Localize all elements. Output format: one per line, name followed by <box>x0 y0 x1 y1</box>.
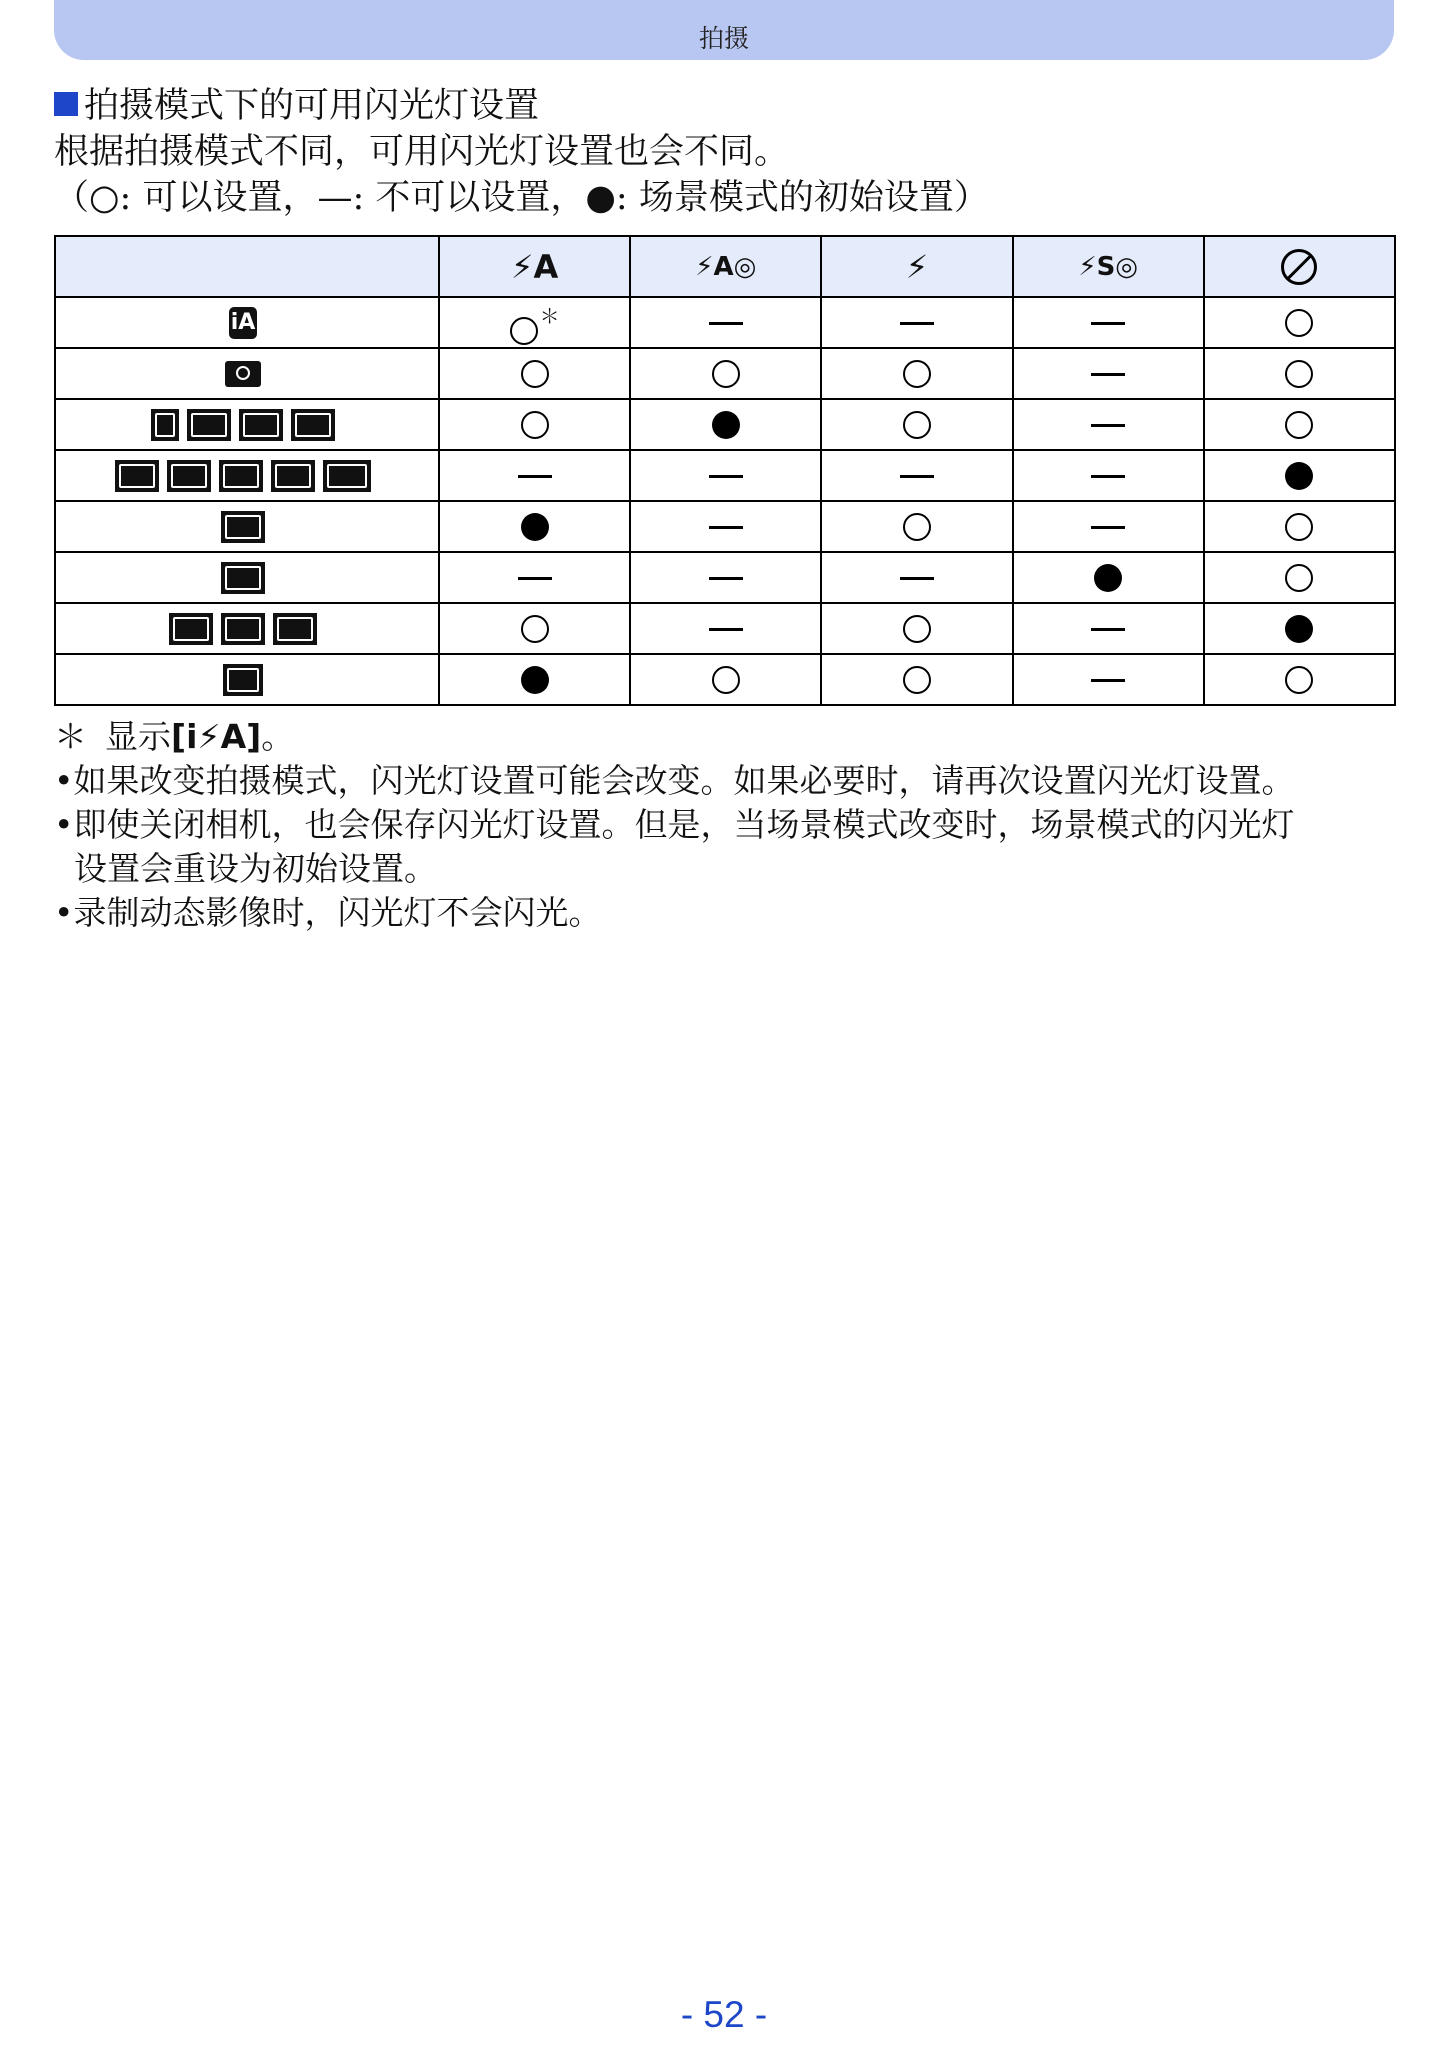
party-icon <box>273 613 317 645</box>
mode-cell <box>55 552 439 603</box>
table-row <box>55 348 1395 399</box>
sports-icon <box>221 511 265 543</box>
not-settable-mark <box>709 526 743 529</box>
cell <box>439 603 630 654</box>
cell <box>1204 654 1395 705</box>
cell <box>439 501 630 552</box>
not-settable-mark <box>709 322 743 325</box>
header-corner <box>55 236 439 297</box>
note-text: 即使关闭相机，也会保存闪光灯设置。但是，当场景模式改变时，场景模式的闪光灯 <box>73 805 1295 844</box>
food-icon <box>169 613 213 645</box>
settable-mark <box>521 615 549 643</box>
initial-setting-mark <box>1094 564 1122 592</box>
not-settable-mark <box>1091 526 1125 529</box>
cell <box>630 501 821 552</box>
settable-mark <box>1285 564 1313 592</box>
table-row <box>55 297 1395 348</box>
settable-mark <box>903 513 931 541</box>
cell <box>1204 450 1395 501</box>
bullet-icon: • <box>54 893 74 932</box>
cell <box>630 399 821 450</box>
baby1-icon <box>239 409 283 441</box>
cell <box>630 297 821 348</box>
cell <box>1013 348 1204 399</box>
cell <box>1204 297 1395 348</box>
col-slow-sync-redeye <box>1013 236 1204 297</box>
page-header <box>54 0 1394 60</box>
cell <box>630 654 821 705</box>
settable-mark <box>1285 666 1313 694</box>
cell <box>821 654 1012 705</box>
flash-auto-icon: ⚡A <box>510 247 559 286</box>
cell <box>1013 552 1204 603</box>
not-settable-mark <box>1091 679 1125 682</box>
table-row <box>55 450 1395 501</box>
cell <box>821 603 1012 654</box>
baby2-icon <box>291 409 335 441</box>
asterisk-note-end: 。 <box>261 717 295 756</box>
asterisk-mark: ＊ <box>539 304 560 329</box>
table-row <box>55 501 1395 552</box>
not-settable-mark <box>1091 424 1125 427</box>
cell <box>1013 297 1204 348</box>
col-flash-forced-on <box>821 236 1012 297</box>
cell <box>439 450 630 501</box>
not-settable-mark <box>900 475 934 478</box>
not-settable-mark <box>518 475 552 478</box>
cell <box>630 450 821 501</box>
flash-auto-redeye-icon: ⚡A◎ <box>695 251 757 282</box>
cell <box>439 552 630 603</box>
intelligent-auto-icon: iA <box>229 307 257 339</box>
cell <box>1204 552 1395 603</box>
settable-mark <box>1285 513 1313 541</box>
initial-setting-mark <box>1285 615 1313 643</box>
flash-forced-on-icon: ⚡ <box>905 247 929 286</box>
asterisk-note-text: 显示 <box>105 717 171 756</box>
settable-mark <box>903 666 931 694</box>
sparkle-portrait-icon <box>223 664 263 696</box>
section-title-text: 拍摄模式下的可用闪光灯设置 <box>84 86 540 126</box>
cell <box>1013 501 1204 552</box>
table-header-row <box>55 236 1395 297</box>
mode-cell <box>55 654 439 705</box>
initial-setting-mark <box>521 513 549 541</box>
intelligent-auto-flash-icon: [i⚡A] <box>171 717 262 756</box>
cell <box>821 450 1012 501</box>
legend-line: （○: 可以设置，—: 不可以设置，●: 场景模式的初始设置） <box>54 178 989 218</box>
settable-mark <box>712 666 740 694</box>
col-flash-auto-redeye <box>630 236 821 297</box>
not-settable-mark <box>1091 322 1125 325</box>
cell <box>821 501 1012 552</box>
cell <box>821 348 1012 399</box>
settable-mark <box>903 615 931 643</box>
col-flash-auto <box>439 236 630 297</box>
photo-frame-icon <box>323 460 371 492</box>
section-title <box>54 84 539 128</box>
slow-sync-redeye-icon: ⚡S◎ <box>1078 251 1138 282</box>
square-bullet-icon <box>54 92 78 116</box>
cell <box>1013 654 1204 705</box>
cell <box>630 348 821 399</box>
flash-off-icon <box>1281 249 1317 285</box>
not-settable-mark <box>900 322 934 325</box>
not-settable-mark <box>900 577 934 580</box>
not-settable-mark <box>709 628 743 631</box>
not-settable-mark <box>1091 475 1125 478</box>
initial-setting-mark <box>1285 462 1313 490</box>
cell <box>439 297 630 348</box>
col-flash-off <box>1204 236 1395 297</box>
page-number: - 52 - <box>680 1994 768 2035</box>
soft-skin-icon <box>187 409 231 441</box>
cell <box>821 552 1012 603</box>
note-item <box>54 804 1294 846</box>
cell <box>1013 603 1204 654</box>
cell <box>821 399 1012 450</box>
table-row <box>55 654 1395 705</box>
note-item <box>54 760 1294 802</box>
header-title: 拍摄 <box>698 24 749 53</box>
table-row <box>55 603 1395 654</box>
cell <box>1204 501 1395 552</box>
night-portrait-icon <box>167 460 211 492</box>
not-settable-mark <box>1091 373 1125 376</box>
cell <box>439 399 630 450</box>
not-settable-mark <box>1091 628 1125 631</box>
cell <box>1204 399 1395 450</box>
normal-picture-icon <box>225 361 261 387</box>
settable-mark <box>1285 411 1313 439</box>
table-row <box>55 399 1395 450</box>
pet-icon <box>221 613 265 645</box>
panorama-icon <box>219 460 263 492</box>
mode-cell <box>55 501 439 552</box>
cell <box>439 348 630 399</box>
mode-cell <box>55 297 439 348</box>
not-settable-mark <box>709 577 743 580</box>
note-text: 如果改变拍摄模式，闪光灯设置可能会改变。如果必要时，请再次设置闪光灯设置。 <box>73 761 1295 800</box>
cell <box>1204 603 1395 654</box>
cell <box>1204 348 1395 399</box>
night-portrait-star-icon <box>221 562 265 594</box>
note-text: 录制动态影像时，闪光灯不会闪光。 <box>73 893 602 932</box>
cell <box>821 297 1012 348</box>
note-item <box>54 892 601 934</box>
table-row <box>55 552 1395 603</box>
initial-setting-mark <box>521 666 549 694</box>
settable-mark <box>1285 360 1313 388</box>
asterisk-symbol: ＊ <box>54 717 87 756</box>
not-settable-mark <box>709 475 743 478</box>
scenery-icon <box>115 460 159 492</box>
intro-line: 根据拍摄模式不同，可用闪光灯设置也会不同。 <box>54 132 790 172</box>
mode-cell <box>55 603 439 654</box>
bullet-icon: • <box>54 805 74 844</box>
mode-cell <box>55 450 439 501</box>
mode-cell <box>55 348 439 399</box>
cell <box>1013 450 1204 501</box>
settable-mark <box>903 360 931 388</box>
settable-mark <box>510 317 538 345</box>
cell <box>630 603 821 654</box>
initial-setting-mark <box>712 411 740 439</box>
settable-mark <box>712 360 740 388</box>
settable-mark <box>521 411 549 439</box>
cell <box>439 654 630 705</box>
night-scenery-icon <box>271 460 315 492</box>
portrait-icon <box>151 409 179 441</box>
cell <box>1013 399 1204 450</box>
flash-availability-table <box>54 235 1396 706</box>
settable-mark <box>1285 309 1313 337</box>
bullet-icon: • <box>54 761 74 800</box>
cell <box>630 552 821 603</box>
asterisk-note <box>54 716 294 758</box>
settable-mark <box>903 411 931 439</box>
mode-cell <box>55 399 439 450</box>
not-settable-mark <box>518 577 552 580</box>
settable-mark <box>521 360 549 388</box>
note-continuation: 设置会重设为初始设置。 <box>74 849 437 888</box>
